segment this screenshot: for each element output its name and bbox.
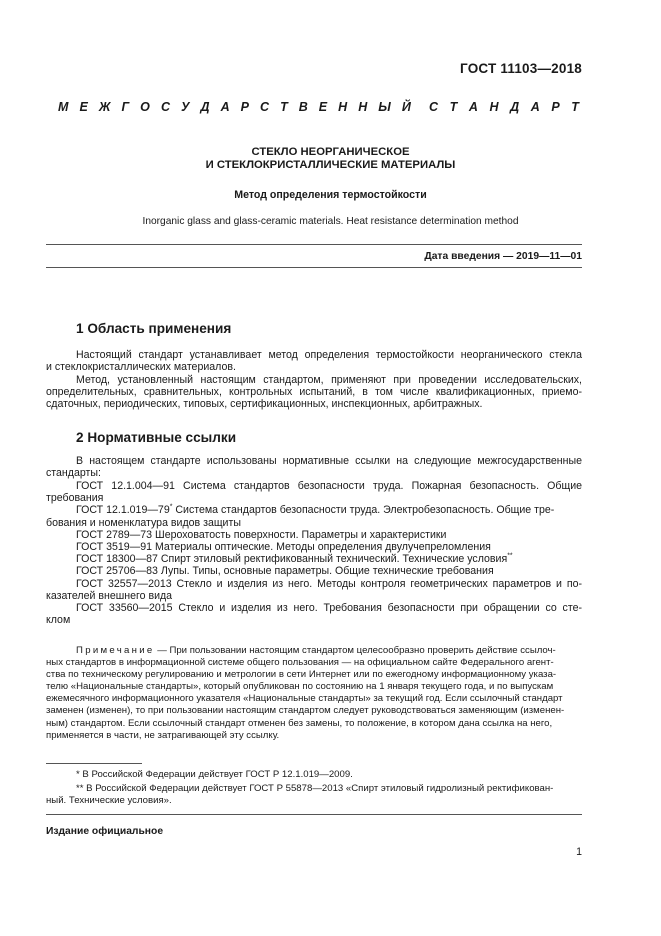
reference-item	[46, 553, 582, 565]
banner-letter: М	[58, 100, 69, 114]
reference-item	[46, 504, 582, 516]
text-line: и стеклокристаллических материалов.	[46, 361, 236, 374]
text-line: стандарты:	[46, 467, 101, 480]
banner-letter: С	[260, 100, 270, 114]
banner-letter: Е	[318, 100, 328, 114]
gost-number: ГОСТ 11103—2018	[460, 61, 582, 76]
banner-letter: Р	[551, 100, 560, 114]
section-2-heading: 2 Нормативные ссылки	[76, 430, 237, 445]
reference-code: ГОСТ 12.1.019—79	[76, 504, 170, 517]
document-title-line1: СТЕКЛО НЕОРГАНИЧЕСКОЕ	[251, 146, 410, 158]
note-line: заменен (изменен), то при пользовании настоящим стандартом следует руководствоваться заменяющим (изменен-	[46, 705, 565, 717]
page-number: 1	[576, 846, 582, 858]
banner-letter: С	[160, 100, 170, 114]
banner-letter: С	[429, 100, 439, 114]
note-line: применяется в части, не затрагивающей эту ссылку.	[46, 729, 280, 741]
banner-letter: А	[220, 100, 230, 114]
section-1-paragraph-2	[46, 374, 582, 411]
banner-letter: А	[468, 100, 478, 114]
note-line: ным) стандартом. Если ссылочный стандарт отменен без замены, то положение, в котором дана ссылка на него,	[46, 717, 553, 729]
section-1-paragraph-1	[46, 349, 582, 373]
text-line: сдаточных, периодических, типовых, сертификационных, инспекционных, арбитражных.	[46, 398, 483, 411]
footnote-marker: **	[507, 552, 513, 560]
note-line: ежемесячного информационного указателя «Национальные стандарты» за текущий год. Если ссылочный стандарт	[46, 693, 563, 705]
footnotes	[46, 769, 582, 807]
text-line: Настоящий стандарт устанавливает метод определения термостойкости неорганического стекла	[76, 349, 582, 361]
banner-letter: Г	[121, 100, 130, 114]
reference-item-continued: бования и номенклатура видов защиты	[46, 516, 241, 529]
banner-letter: Р	[240, 100, 249, 114]
document-subtitle: Метод определения термостойкости	[234, 189, 427, 201]
introduction-date: Дата введения — 2019—11—01	[424, 251, 582, 262]
note-text: — При пользовании настоящим стандартом целесообразно проверить действие ссылоч-	[154, 645, 556, 656]
footer-divider	[46, 814, 582, 815]
note-line: ства по техническому регулированию и метрологии в сети Интернет или по ежегодному информационному указа-	[46, 669, 557, 681]
divider-after-date	[46, 267, 582, 268]
note-label: Примечание	[76, 645, 155, 656]
banner-letter: О	[140, 100, 150, 114]
note-first-line	[46, 645, 582, 657]
banner-letter: В	[298, 100, 308, 114]
footnote-2: ** В Российской Федерации действует ГОСТ Р 55878—2013 «Спирт этиловый гидролизный ректификован-	[76, 783, 554, 795]
banner-letter: Ы	[378, 100, 391, 114]
reference-item-continued: казателей внешнего вида	[46, 589, 173, 602]
footnote-marker: *	[169, 503, 173, 511]
banner-word-standard	[429, 100, 579, 114]
banner-letter: У	[181, 100, 190, 114]
banner-word-interstate	[58, 100, 411, 114]
banner-letter: Ж	[98, 100, 111, 114]
reference-item: ГОСТ 32557—2013 Стекло и изделия из него. Методы контроля геометрических параметров и по-	[76, 577, 582, 590]
reference-item: ГОСТ 2789—73 Шероховатость поверхности. Параметры и характеристики	[76, 528, 447, 541]
note-line: телю «Национальные стандарты», который опубликован по состоянию на 1 января текущего года, и по выпускам	[46, 681, 554, 693]
reference-item: ГОСТ 25706—83 Лупы. Типы, основные параметры. Общие технические требования	[76, 565, 494, 578]
footnote-1: * В Российской Федерации действует ГОСТ Р 12.1.019—2009.	[76, 769, 353, 780]
banner-letter: Т	[449, 100, 458, 114]
text-line: определительных, сравнительных, контрольных испытаний, в том числе квалификационных, приемо-	[46, 386, 582, 399]
reference-text: ГОСТ 18300—87 Спирт этиловый ректификованный технический. Технические условия	[76, 553, 508, 566]
banner-letter: Н	[489, 100, 499, 114]
note-block	[46, 645, 582, 742]
reference-item-continued: требования	[46, 492, 104, 505]
text-line: Метод, установленный настоящим стандартом, применяют при проведении исследовательских,	[76, 374, 582, 386]
reference-item: ГОСТ 3519—91 Материалы оптические. Методы определения двулучепреломления	[76, 541, 491, 554]
footnote-separator	[46, 763, 142, 764]
official-edition-label: Издание официальное	[46, 826, 164, 837]
banner-letter: Д	[200, 100, 210, 114]
banner-letter: Т	[280, 100, 288, 114]
footnote-2-continued: ный. Технические условия».	[46, 795, 172, 807]
banner-letter: Н	[338, 100, 348, 114]
text-line: В настоящем стандарте использованы нормативные ссылки на следующие межгосударственные	[76, 455, 582, 467]
reference-item: ГОСТ 12.1.004—91 Система стандартов безопасности труда. Пожарная безопасность. Общие	[76, 480, 582, 492]
banner-letter: Т	[571, 100, 579, 114]
section-2-intro	[46, 455, 582, 479]
divider-top	[46, 244, 582, 245]
banner-letter: Й	[401, 100, 411, 114]
document-title-line2: И СТЕКЛОКРИСТАЛЛИЧЕСКИЕ МАТЕРИАЛЫ	[205, 159, 456, 171]
english-title: Inorganic glass and glass-ceramic materials. Heat resistance determination method	[142, 216, 519, 227]
note-line: ных стандартов в информационной системе общего пользования — на официальном сайте Федерального агент-	[46, 657, 554, 669]
reference-item-continued: клом	[46, 614, 71, 627]
banner-letter: Д	[510, 100, 520, 114]
standard-banner	[58, 100, 579, 114]
banner-letter: Е	[79, 100, 88, 114]
reference-item: ГОСТ 33560—2015 Стекло и изделия из него. Требования безопасности при обращении со сте-	[76, 602, 582, 615]
reference-text: Система стандартов безопасности труда. Электробезопасность. Общие тре-	[172, 504, 555, 517]
banner-letter: А	[530, 100, 540, 114]
normative-references-list	[46, 480, 582, 626]
section-1-heading: 1 Область применения	[76, 321, 232, 336]
banner-letter: Н	[358, 100, 368, 114]
